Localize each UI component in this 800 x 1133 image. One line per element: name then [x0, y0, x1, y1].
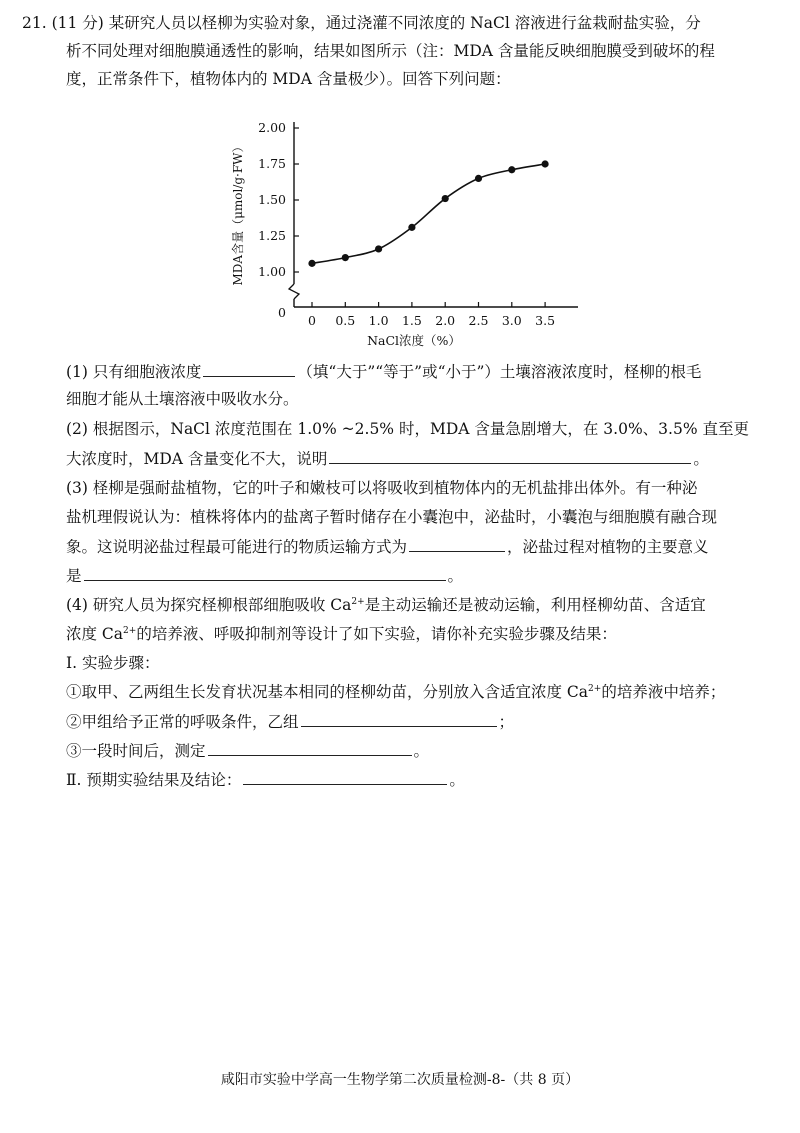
- q2-line-1: (2) 根据图示，NaCl 浓度范围在 1.0% ~2.5% 时，MDA 含量急剧增大，在 3.0%、3.5% 直至更: [66, 420, 749, 438]
- q2-end: 。: [693, 450, 709, 468]
- data-point: [375, 245, 382, 252]
- q3-text-a: 象。这说明泌盐过程最可能进行的物质运输方式为: [66, 538, 408, 556]
- mda-line-chart: [228, 108, 588, 353]
- q4-text-d: 的培养液、呼吸抑制剂等设计了如下实验，请你补充实验步骤及结果：: [136, 625, 617, 643]
- q3-line-4: [66, 564, 463, 587]
- q3-line-1: (3) 柽柳是强耐盐植物，它的叶子和嫩枝可以将吸收到植物体内的无机盐排出体外。有一种泌: [66, 479, 698, 497]
- q1-text-a: (1) 只有细胞液浓度: [66, 363, 202, 381]
- x-tick-label: 0.5: [335, 313, 356, 328]
- q4-step2-text: ②甲组给予正常的呼吸条件，乙组: [66, 713, 299, 731]
- q2-blank[interactable]: [329, 447, 691, 464]
- q4-sup-2: 2+: [123, 625, 137, 636]
- y-tick-label: 1.50: [258, 192, 286, 207]
- q4-step-heading: Ⅰ. 实验步骤：: [66, 654, 160, 672]
- series-line: [312, 164, 545, 263]
- q4-result-blank[interactable]: [243, 768, 447, 785]
- q4-step3-end: 。: [413, 742, 430, 760]
- q3-line-3: [66, 535, 709, 558]
- x-tick-label: 2.0: [435, 313, 456, 328]
- q1-blank[interactable]: [203, 360, 295, 377]
- q3-text-b: ，泌盐过程对植物的主要意义: [507, 538, 709, 556]
- q4-step2-blank[interactable]: [301, 710, 497, 727]
- data-point: [408, 224, 415, 231]
- q2-line-2: [66, 447, 709, 470]
- y-axis-label: MDA含量（μmol/g·FW）: [231, 140, 245, 286]
- x-tick-label: 1.0: [368, 313, 389, 328]
- q4-step1-text-a: ①取甲、乙两组生长发育状况基本相同的柽柳幼苗，分别放入含适宜浓度 Ca: [66, 683, 589, 701]
- q3-blank-2[interactable]: [84, 564, 446, 581]
- x-tick-label: 3.5: [535, 313, 556, 328]
- q3-end: 。: [447, 567, 464, 585]
- q4-result-text: Ⅱ. 预期实验结果及结论：: [66, 771, 242, 789]
- y-tick-label: 1.75: [258, 156, 286, 171]
- q4-result-end: 。: [449, 771, 465, 789]
- q1-line-1: [66, 360, 701, 383]
- q3-line-2: 盐机理假说认为：植株将体内的盐离子暂时储存在小囊泡中，泌盐时，小囊泡与细胞膜有融合现: [66, 508, 718, 526]
- q3-blank-1[interactable]: [409, 535, 505, 552]
- q4-sup-3: 2+: [588, 683, 602, 694]
- q3-text-c: 是: [66, 567, 82, 585]
- q4-step3-text: ③一段时间后，测定: [66, 742, 206, 760]
- y-tick-label: 2.00: [258, 120, 286, 135]
- q1-line-2: 细胞才能从土壤溶液中吸收水分。: [66, 390, 299, 408]
- q4-step2-end: ；: [498, 713, 515, 731]
- q2-text-a: 大浓度时，MDA 含量变化不大，说明: [66, 450, 328, 468]
- chart-ticks: [258, 120, 555, 328]
- q4-line-2: [66, 623, 617, 645]
- x-tick-label: 0: [308, 313, 316, 328]
- q4-text-a: (4) 研究人员为探究柽柳根部细胞吸收 Ca: [66, 596, 352, 614]
- q4-sup-1: 2+: [351, 596, 365, 607]
- q4-step-1: [66, 681, 725, 703]
- q4-result: [66, 768, 465, 791]
- q1-text-b: （填“大于”“等于”或“小于”）土壤溶液浓度时，柽柳的根毛: [297, 363, 702, 381]
- y-tick-label: 1.25: [258, 228, 286, 243]
- q4-step3-blank[interactable]: [208, 739, 412, 756]
- q4-line-1: [66, 594, 706, 616]
- q4-step-3: [66, 739, 429, 762]
- x-tick-label: 1.5: [401, 313, 422, 328]
- chart-axes: [289, 122, 578, 307]
- data-point: [342, 254, 349, 261]
- data-point: [542, 160, 549, 167]
- q4-text-c: 浓度 Ca: [66, 625, 124, 643]
- question-intro-line-3: 度，正常条件下，植物体内的 MDA 含量极少）。回答下列问题：: [66, 70, 511, 88]
- data-point: [475, 175, 482, 182]
- data-point: [442, 195, 449, 202]
- q4-step-2: [66, 710, 514, 733]
- q4-text-b: 是主动运输还是被动运输，利用柽柳幼苗、含适宜: [364, 596, 706, 614]
- y-tick-label: 0: [278, 305, 286, 320]
- question-intro-line-1: 21. (11 分) 某研究人员以柽柳为实验对象，通过浇灌不同浓度的 NaCl 溶液进行盆栽耐盐实验，分: [22, 14, 701, 32]
- question-intro-line-2: 析不同处理对细胞膜通透性的影响，结果如图所示（注：MDA 含量能反映细胞膜受到破坏的程: [66, 42, 715, 60]
- data-point: [308, 260, 315, 267]
- y-axis-break: [289, 284, 299, 299]
- page-footer: 咸阳市实验中学高一生物学第二次质量检测-8-（共 8 页）: [220, 1072, 580, 1088]
- y-tick-label: 1.00: [258, 264, 286, 279]
- data-point: [508, 166, 515, 173]
- x-axis-label: NaCl浓度（%）: [367, 333, 461, 348]
- q4-step1-text-b: 的培养液中培养；: [601, 683, 726, 701]
- x-tick-label: 2.5: [468, 313, 489, 328]
- x-tick-label: 3.0: [501, 313, 522, 328]
